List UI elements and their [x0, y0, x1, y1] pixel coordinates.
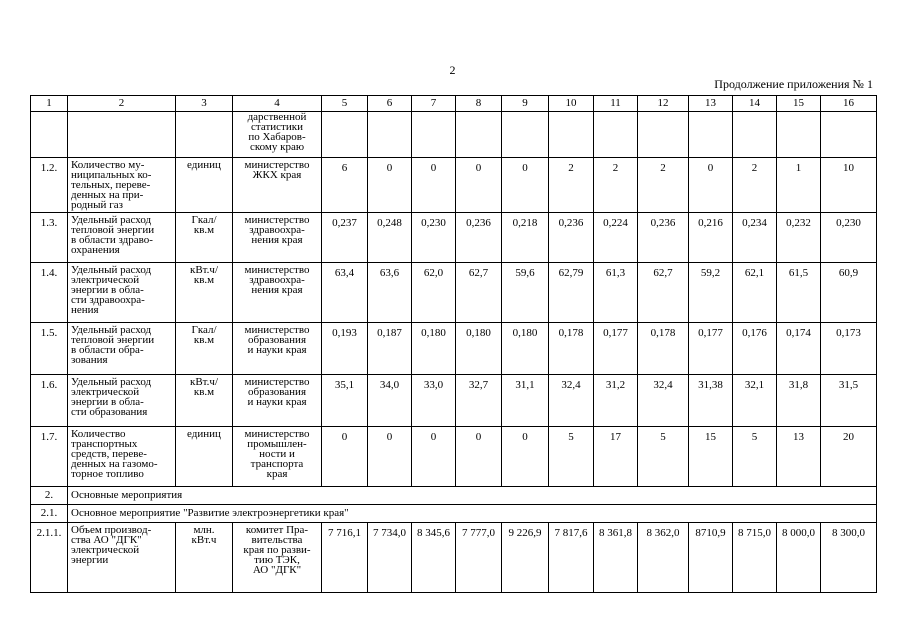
value-cell: 0,180 — [502, 323, 549, 375]
header-cell: 7 — [412, 96, 456, 112]
section-index: 2. — [31, 487, 68, 505]
value-cell: 0,177 — [594, 323, 638, 375]
header-cell: 9 — [502, 96, 549, 112]
indicator-name-text: Количество транспортных средств, переве- денных на газомо- торное топливо — [71, 428, 158, 480]
unit-text: кВт.ч/ кв.м — [190, 376, 218, 398]
carry-over-row — [31, 112, 877, 158]
value-cell: 0,230 — [821, 213, 877, 263]
value-cell: 5 — [733, 427, 777, 487]
unit — [176, 263, 233, 323]
header-cell: 6 — [368, 96, 412, 112]
value-cell: 0 — [412, 427, 456, 487]
value-cell: 0,218 — [502, 213, 549, 263]
value-cell: 0 — [456, 158, 502, 213]
value-cell: 31,8 — [777, 375, 821, 427]
responsible — [233, 523, 322, 593]
unit-text: Гкал/ кв.м — [191, 324, 217, 346]
responsible — [233, 323, 322, 375]
value-cell: 0,248 — [368, 213, 412, 263]
unit — [176, 323, 233, 375]
value-cell: 32,4 — [638, 375, 689, 427]
unit-text: млн. кВт.ч — [191, 524, 217, 546]
header-cell: 16 — [821, 96, 877, 112]
header-cell: 3 — [176, 96, 233, 112]
table-row — [31, 323, 877, 375]
value-cell: 35,1 — [322, 375, 368, 427]
indicators-table — [30, 95, 877, 593]
table-row — [31, 158, 877, 213]
indicator-name-text: Объем производ- ства АО "ДГК" электрической энергии — [71, 524, 152, 566]
header-cell: 2 — [68, 96, 176, 112]
subsection-row — [31, 505, 877, 523]
value-cell: 13 — [777, 427, 821, 487]
value-cell: 0,174 — [777, 323, 821, 375]
value-cell: 7 777,0 — [456, 523, 502, 593]
indicator-name — [68, 263, 176, 323]
value-cell: 62,1 — [733, 263, 777, 323]
indicator-name-text: Количество му- ниципальных ко- тельных, переве- денных на при- родный газ — [71, 159, 152, 211]
value-cell: 62,7 — [638, 263, 689, 323]
unit-text: кВт.ч/ кв.м — [190, 264, 218, 286]
value-cell: 5 — [638, 427, 689, 487]
value-cell: 0,237 — [322, 213, 368, 263]
responsible — [233, 158, 322, 213]
value-cell: 31,38 — [689, 375, 733, 427]
value-cell: 0,180 — [412, 323, 456, 375]
indicator-name — [68, 523, 176, 593]
value-cell: 0,236 — [638, 213, 689, 263]
cell — [322, 112, 368, 158]
row-index: 1.4. — [31, 263, 68, 323]
value-cell: 62,79 — [549, 263, 594, 323]
header-cell: 11 — [594, 96, 638, 112]
value-cell: 0,234 — [733, 213, 777, 263]
value-cell: 10 — [821, 158, 877, 213]
cell — [821, 112, 877, 158]
value-cell: 32,4 — [549, 375, 594, 427]
responsible-text: комитет Пра- вительства края по разви- тию ТЭК, АО "ДГК" — [243, 524, 311, 576]
responsible-text: министерство здравоохра- нения края — [244, 264, 310, 296]
value-cell: 6 — [322, 158, 368, 213]
row-index: 1.2. — [31, 158, 68, 213]
section-row — [31, 487, 877, 505]
cell — [368, 112, 412, 158]
value-cell: 62,0 — [412, 263, 456, 323]
indicator-name-text: Удельный расход тепловой энергии в области обра- зования — [71, 324, 155, 366]
indicator-name — [68, 323, 176, 375]
table-row — [31, 427, 877, 487]
value-cell: 31,1 — [502, 375, 549, 427]
row-index: 1.6. — [31, 375, 68, 427]
unit-text: Гкал/ кв.м — [191, 214, 217, 236]
unit — [176, 375, 233, 427]
cell — [777, 112, 821, 158]
responsible-text: министерство ЖКХ края — [244, 159, 310, 181]
header-cell: 5 — [322, 96, 368, 112]
value-cell: 0 — [412, 158, 456, 213]
table-row — [31, 263, 877, 323]
row-index: 1.5. — [31, 323, 68, 375]
cell — [549, 112, 594, 158]
value-cell: 61,5 — [777, 263, 821, 323]
indicator-name — [68, 427, 176, 487]
value-cell: 62,7 — [456, 263, 502, 323]
value-cell: 5 — [549, 427, 594, 487]
header-cell: 4 — [233, 96, 322, 112]
indicator-name-text: Удельный расход тепловой энергии в области здраво- охранения — [71, 214, 155, 256]
cell — [68, 112, 176, 158]
indicator-name-text: Удельный расход электрической энергии в обла- сти здравоохра- нения — [71, 264, 152, 316]
value-cell: 0,193 — [322, 323, 368, 375]
responsible — [233, 263, 322, 323]
responsible-text: министерство образования и науки края — [244, 324, 310, 356]
cell — [638, 112, 689, 158]
cell — [456, 112, 502, 158]
value-cell: 1 — [777, 158, 821, 213]
header-cell: 8 — [456, 96, 502, 112]
value-cell: 0 — [322, 427, 368, 487]
indicator-name — [68, 375, 176, 427]
header-cell: 14 — [733, 96, 777, 112]
header-cell: 15 — [777, 96, 821, 112]
value-cell: 7 716,1 — [322, 523, 368, 593]
value-cell: 63,4 — [322, 263, 368, 323]
value-cell: 33,0 — [412, 375, 456, 427]
value-cell: 0,180 — [456, 323, 502, 375]
value-cell: 0 — [502, 427, 549, 487]
cell — [594, 112, 638, 158]
indicator-name-text: Удельный расход электрической энергии в обла- сти образования — [71, 376, 152, 418]
header-cell: 12 — [638, 96, 689, 112]
value-cell: 31,5 — [821, 375, 877, 427]
value-cell: 63,6 — [368, 263, 412, 323]
value-cell: 59,6 — [502, 263, 549, 323]
responsible — [233, 213, 322, 263]
page-number: 2 — [449, 63, 456, 77]
value-cell: 32,1 — [733, 375, 777, 427]
responsible-text: министерство образования и науки края — [244, 376, 310, 408]
value-cell: 0,187 — [368, 323, 412, 375]
value-cell: 0,177 — [689, 323, 733, 375]
value-cell: 0 — [368, 158, 412, 213]
value-cell: 0 — [689, 158, 733, 213]
responsible-text: министерство промышлен- ности и транспорта края — [244, 428, 310, 480]
value-cell: 7 817,6 — [549, 523, 594, 593]
continuation-label: Продолжение приложения № 1 — [714, 77, 873, 91]
unit-text: единиц — [187, 159, 221, 171]
table-row — [31, 213, 877, 263]
value-cell: 0,178 — [549, 323, 594, 375]
cell — [412, 112, 456, 158]
header-cell: 10 — [549, 96, 594, 112]
cell — [689, 112, 733, 158]
cell — [502, 112, 549, 158]
value-cell: 60,9 — [821, 263, 877, 323]
value-cell: 0,224 — [594, 213, 638, 263]
cell — [733, 112, 777, 158]
value-cell: 17 — [594, 427, 638, 487]
value-cell: 15 — [689, 427, 733, 487]
value-cell: 32,7 — [456, 375, 502, 427]
header-row — [31, 96, 877, 112]
header-cell: 1 — [31, 96, 68, 112]
value-cell: 8 361,8 — [594, 523, 638, 593]
value-cell: 0,230 — [412, 213, 456, 263]
responsible-text: министерство здравоохра- нения края — [244, 214, 310, 246]
value-cell: 31,2 — [594, 375, 638, 427]
value-cell: 2 — [638, 158, 689, 213]
section-index: 2.1. — [31, 505, 68, 523]
responsible — [233, 375, 322, 427]
carry-over-responsible: дарственной статистики по Хабаров- скому краю — [233, 112, 322, 158]
value-cell: 0,178 — [638, 323, 689, 375]
value-cell: 0,236 — [549, 213, 594, 263]
value-cell: 8 300,0 — [821, 523, 877, 593]
unit — [176, 213, 233, 263]
cell — [31, 112, 68, 158]
section-title: Основные мероприятия — [68, 487, 877, 505]
unit-text: единиц — [187, 428, 221, 440]
unit — [176, 158, 233, 213]
value-cell: 0,236 — [456, 213, 502, 263]
value-cell: 0,216 — [689, 213, 733, 263]
cell — [176, 112, 233, 158]
value-cell: 34,0 — [368, 375, 412, 427]
value-cell: 7 734,0 — [368, 523, 412, 593]
value-cell: 8 715,0 — [733, 523, 777, 593]
header-cell: 13 — [689, 96, 733, 112]
value-cell: 61,3 — [594, 263, 638, 323]
value-cell: 8 000,0 — [777, 523, 821, 593]
unit — [176, 523, 233, 593]
table-row — [31, 375, 877, 427]
value-cell: 0,232 — [777, 213, 821, 263]
section-title: Основное мероприятие "Развитие электроэнергетики края" — [68, 505, 877, 523]
value-cell: 0 — [456, 427, 502, 487]
row-index: 2.1.1. — [31, 523, 68, 593]
value-cell: 2 — [594, 158, 638, 213]
value-cell: 0 — [368, 427, 412, 487]
responsible — [233, 427, 322, 487]
value-cell: 8710,9 — [689, 523, 733, 593]
value-cell: 8 345,6 — [412, 523, 456, 593]
value-cell: 0 — [502, 158, 549, 213]
table-row — [31, 523, 877, 593]
row-index: 1.7. — [31, 427, 68, 487]
indicator-name — [68, 158, 176, 213]
value-cell: 0,176 — [733, 323, 777, 375]
value-cell: 59,2 — [689, 263, 733, 323]
value-cell: 2 — [733, 158, 777, 213]
indicator-name — [68, 213, 176, 263]
row-index: 1.3. — [31, 213, 68, 263]
value-cell: 20 — [821, 427, 877, 487]
value-cell: 8 362,0 — [638, 523, 689, 593]
value-cell: 2 — [549, 158, 594, 213]
unit — [176, 427, 233, 487]
value-cell: 9 226,9 — [502, 523, 549, 593]
value-cell: 0,173 — [821, 323, 877, 375]
